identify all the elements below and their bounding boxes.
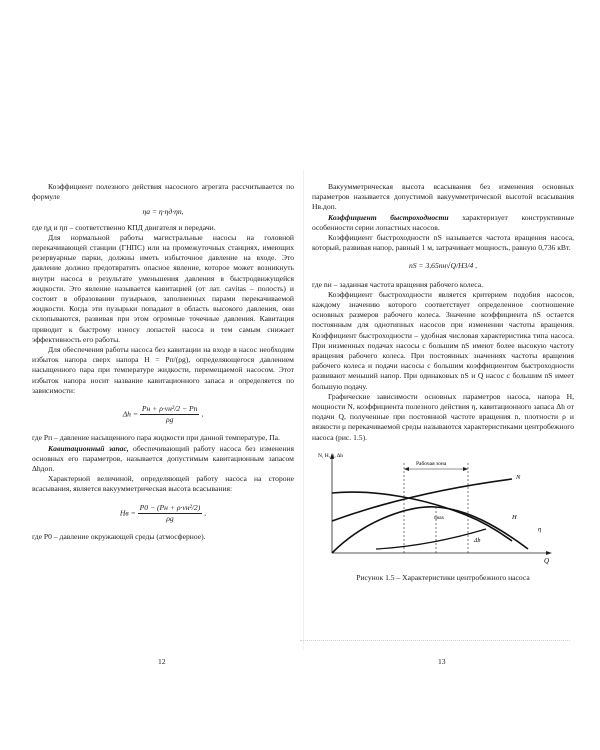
formula-denominator: ρg xyxy=(165,415,174,425)
zone-label: Рабочая зона xyxy=(416,460,447,467)
right-paragraph-1: Вакуумметрическая высота всасывания без изменения основных параметров называется допустимой вакуумметрической высотой всасывания Hв.доп. xyxy=(312,182,574,212)
formula-fraction xyxy=(138,503,203,524)
zone-arrow-left xyxy=(404,467,409,471)
curve-label-dh: Δh xyxy=(474,537,481,544)
page-number-right: 13 xyxy=(438,657,446,666)
right-paragraph-2 xyxy=(312,213,574,233)
specific-speed-formula: nS = 3,65nн√Q/H3/4 , xyxy=(408,261,478,271)
right-paragraph-6: Графические зависимости основных параметров насоса, напора H, мощности N, коэффициента полезного действия η, кавитационного запаса Δh от подачи Q, полученные при постоянной частоте вращения n, плотности ρ и вязкости μ перекачиваемой среды называются характеристиками центробежного насоса (рис. 1.5). xyxy=(312,391,574,442)
left-paragraph-1: Коэффициент полезного действия насосного агрегата рассчитывается по формуле xyxy=(32,182,294,202)
left-page xyxy=(32,182,294,542)
left-paragraph-2: где ηд и ηп – соответственно КПД двигателя и передачи. xyxy=(32,222,216,232)
x-axis-label: Q xyxy=(544,556,550,565)
curve-label-H: H xyxy=(512,513,517,521)
right-paragraph-3: Коэффициент быстроходности nS называется частота вращения насоса, который, развивая напор, равный 1 м, затрачивает мощность, равную 0,736 кВт. xyxy=(312,233,574,253)
right-paragraph-2-text: характеризует конструктивные особенности серии лопастных насосов. xyxy=(312,212,574,232)
term-specific-speed: Коэффициент быстроходности xyxy=(328,212,449,222)
pump-characteristics-chart xyxy=(316,449,566,571)
formula-lhs: Δh = xyxy=(122,409,138,419)
eta-max-label: ηмах xyxy=(434,515,445,521)
curve-label-eta: η xyxy=(538,525,542,533)
left-paragraph-7: Характерной величиной, определяющей работу насоса на стороне всасывания, является вакуумметрическая высота всасывания: xyxy=(32,474,294,494)
left-paragraph-4: Для обеспечения работы насоса без кавитации на входе в насос необходим избыток напора сверх напора H = Pп/(ρg), определяющегося давлением насыщенного пара при температуре жидкости, перемещаемой насосом. Этот избыток напора носит название кавитационного запаса и определяется по зависимости: xyxy=(32,345,294,395)
y-axis-label: N, H, η, Δh xyxy=(318,452,344,459)
left-paragraph-6 xyxy=(32,444,294,475)
left-paragraph-3: Для нормальной работы магистральные насосы на головной перекачивающей станции (ГНПС) или на промежуточных станциях, имеющих резервуарные парки, должны иметь избыточное давление на входе. Это давление должно предотвратить опасное явление, которое может возникнуть внутри насоса в результате уменьшения давления в быстродвижущейся жидкости. Это явление называется кавитацией (от лат. cavitas – полость) и состоит в образовании пузырьков, заполненных парами перекачиваемой жидкости. Когда эти пузырьки попадают в область высокого давления, они схлопываются, развивая при этом огромные точечные давления. Кавитация приводит к быстрому износу лопастей насоса и тем самым снижает эффективность его работы. xyxy=(32,232,294,344)
formula-denominator: ρg xyxy=(166,513,174,523)
formula-numerator: Pн + ρ·vн²/2 − Pп xyxy=(140,404,200,415)
curve-power-N xyxy=(332,479,512,521)
cavitation-reserve-formula xyxy=(32,404,294,425)
formula-end: , xyxy=(201,409,204,419)
right-paragraph-4: где nн – заданная частота вращения рабочего колеса. xyxy=(312,279,483,289)
curve-label-N: N xyxy=(516,473,521,481)
curve-head-H xyxy=(332,492,512,541)
page-bottom-rule xyxy=(300,640,570,641)
formula-lhs: Hв = xyxy=(119,508,136,518)
page-number-left: 12 xyxy=(158,657,166,666)
term-cavitation-reserve: Кавитационный запас, xyxy=(48,443,129,453)
page-fold xyxy=(303,170,304,650)
figure-caption: Рисунок 1.5 – Характеристики центробежного насоса xyxy=(356,572,530,582)
x-axis-arrow xyxy=(546,551,552,555)
curve-efficiency-eta xyxy=(332,507,528,553)
right-paragraph-5: Коэффициент быстроходности является критерием подобия насосов, каждому значению которого соответствует определенное соотношение основных размеров рабочего колеса. Значение коэффициента nS остается постоянным для однотипных насосов при изменении частоты вращения. Коэффициент быстроходности – удобная числовая характеристика типа насоса. При низменных подачах насосы с большим nS имеют более высокую частоту вращения рабочего колеса. При постоянных значениях частоты вращения рабочего колеса и подачи насосы с большим коэффициентом быстроходности развивают меньший напор. При одинаковых nS и Q насос с большим nS имеет большую подачу. xyxy=(312,289,574,391)
left-paragraph-6-text: обеспечивающий работу насоса без изменения основных его параметров, называется допустимым кавитационным запасом Δhдоп. xyxy=(32,443,294,474)
suction-height-formula xyxy=(32,503,294,524)
pump-characteristics-figure xyxy=(316,449,566,571)
curve-cavitation-dh xyxy=(376,529,486,549)
formula-end: , xyxy=(204,508,207,518)
left-paragraph-8: где P0 – давление окружающей среды (атмосферное). xyxy=(32,532,206,542)
formula-numerator: P0 − (Pн + ρ·vн²/2) xyxy=(138,503,203,514)
left-paragraph-5: где Pп – давление насыщенного пара жидкости при данной температуре, Па. xyxy=(32,433,280,443)
efficiency-formula: ηа = η·ηд·ηп, xyxy=(142,207,184,217)
right-page xyxy=(312,182,574,583)
zone-arrow-right xyxy=(463,467,468,471)
formula-fraction xyxy=(140,404,200,425)
